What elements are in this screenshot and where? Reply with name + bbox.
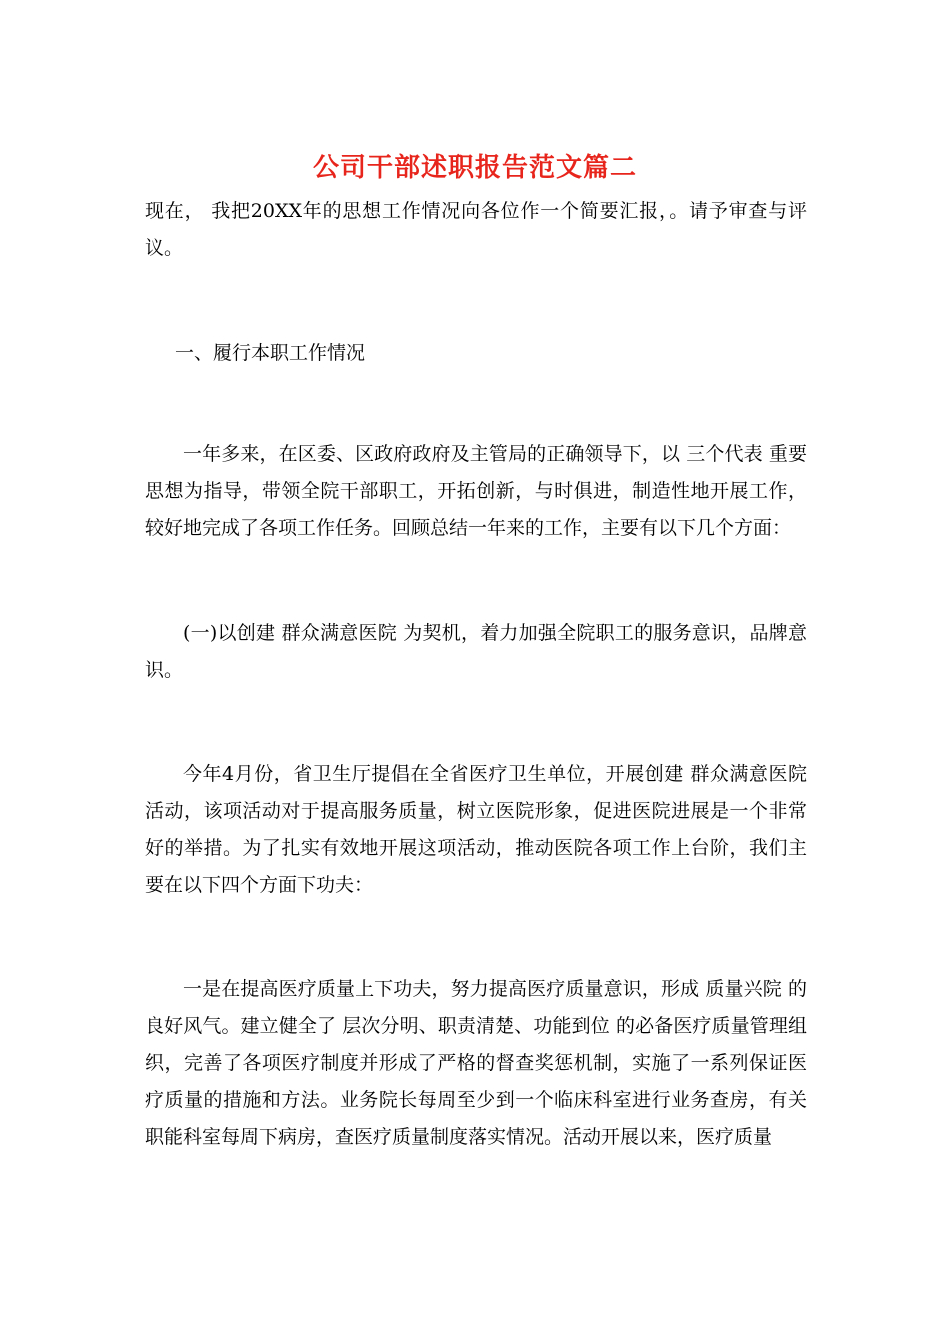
body-paragraph-3: 今年4月份，省卫生厅提倡在全省医疗卫生单位，开展创建 群众满意医院 活动，该项活动对于提高服务质量，树立医院形象，促进医院进展是一个非常好的举措。为了扎实有效地开展这项活动，推动医院各项工作上台阶，我们主要在以下四个方面下功夫： [145,763,807,896]
body-paragraph-4: 一是在提高医疗质量上下功夫，努力提高医疗质量意识，形成 质量兴院 的良好风气。建立健全了 层次分明、职责清楚、功能到位 的必备医疗质量管理组织，完善了各项医疗制度并形成了严格的督查奖惩机制，实施了一系列保证医疗质量的措施和方法。业务院长每周至少到一个临床科室进行业务查房，有关职能科室每周下病房，查医疗质量制度落实情况。活动开展以来，医疗质量 [145,978,807,1148]
document-title: 公司干部述职报告范文篇二 [312,153,637,183]
body-paragraph-2: (一)以创建 群众满意医院 为契机，着力加强全院职工的服务意识，品牌意识。 [145,622,807,681]
intro-paragraph: 现在， 我把20XX年的思想工作情况向各位作一个简要汇报，。请予审查与评议。 [145,200,807,259]
section-heading: 一、履行本职工作情况 [175,342,366,364]
body-paragraph-1: 一年多来，在区委、区政府政府及主管局的正确领导下，以 三个代表 重要思想为指导，带领全院干部职工，开拓创新，与时俱进，制造性地开展工作，较好地完成了各项工作任务。回顾总结一年来的工作，主要有以下几个方面： [145,443,807,539]
